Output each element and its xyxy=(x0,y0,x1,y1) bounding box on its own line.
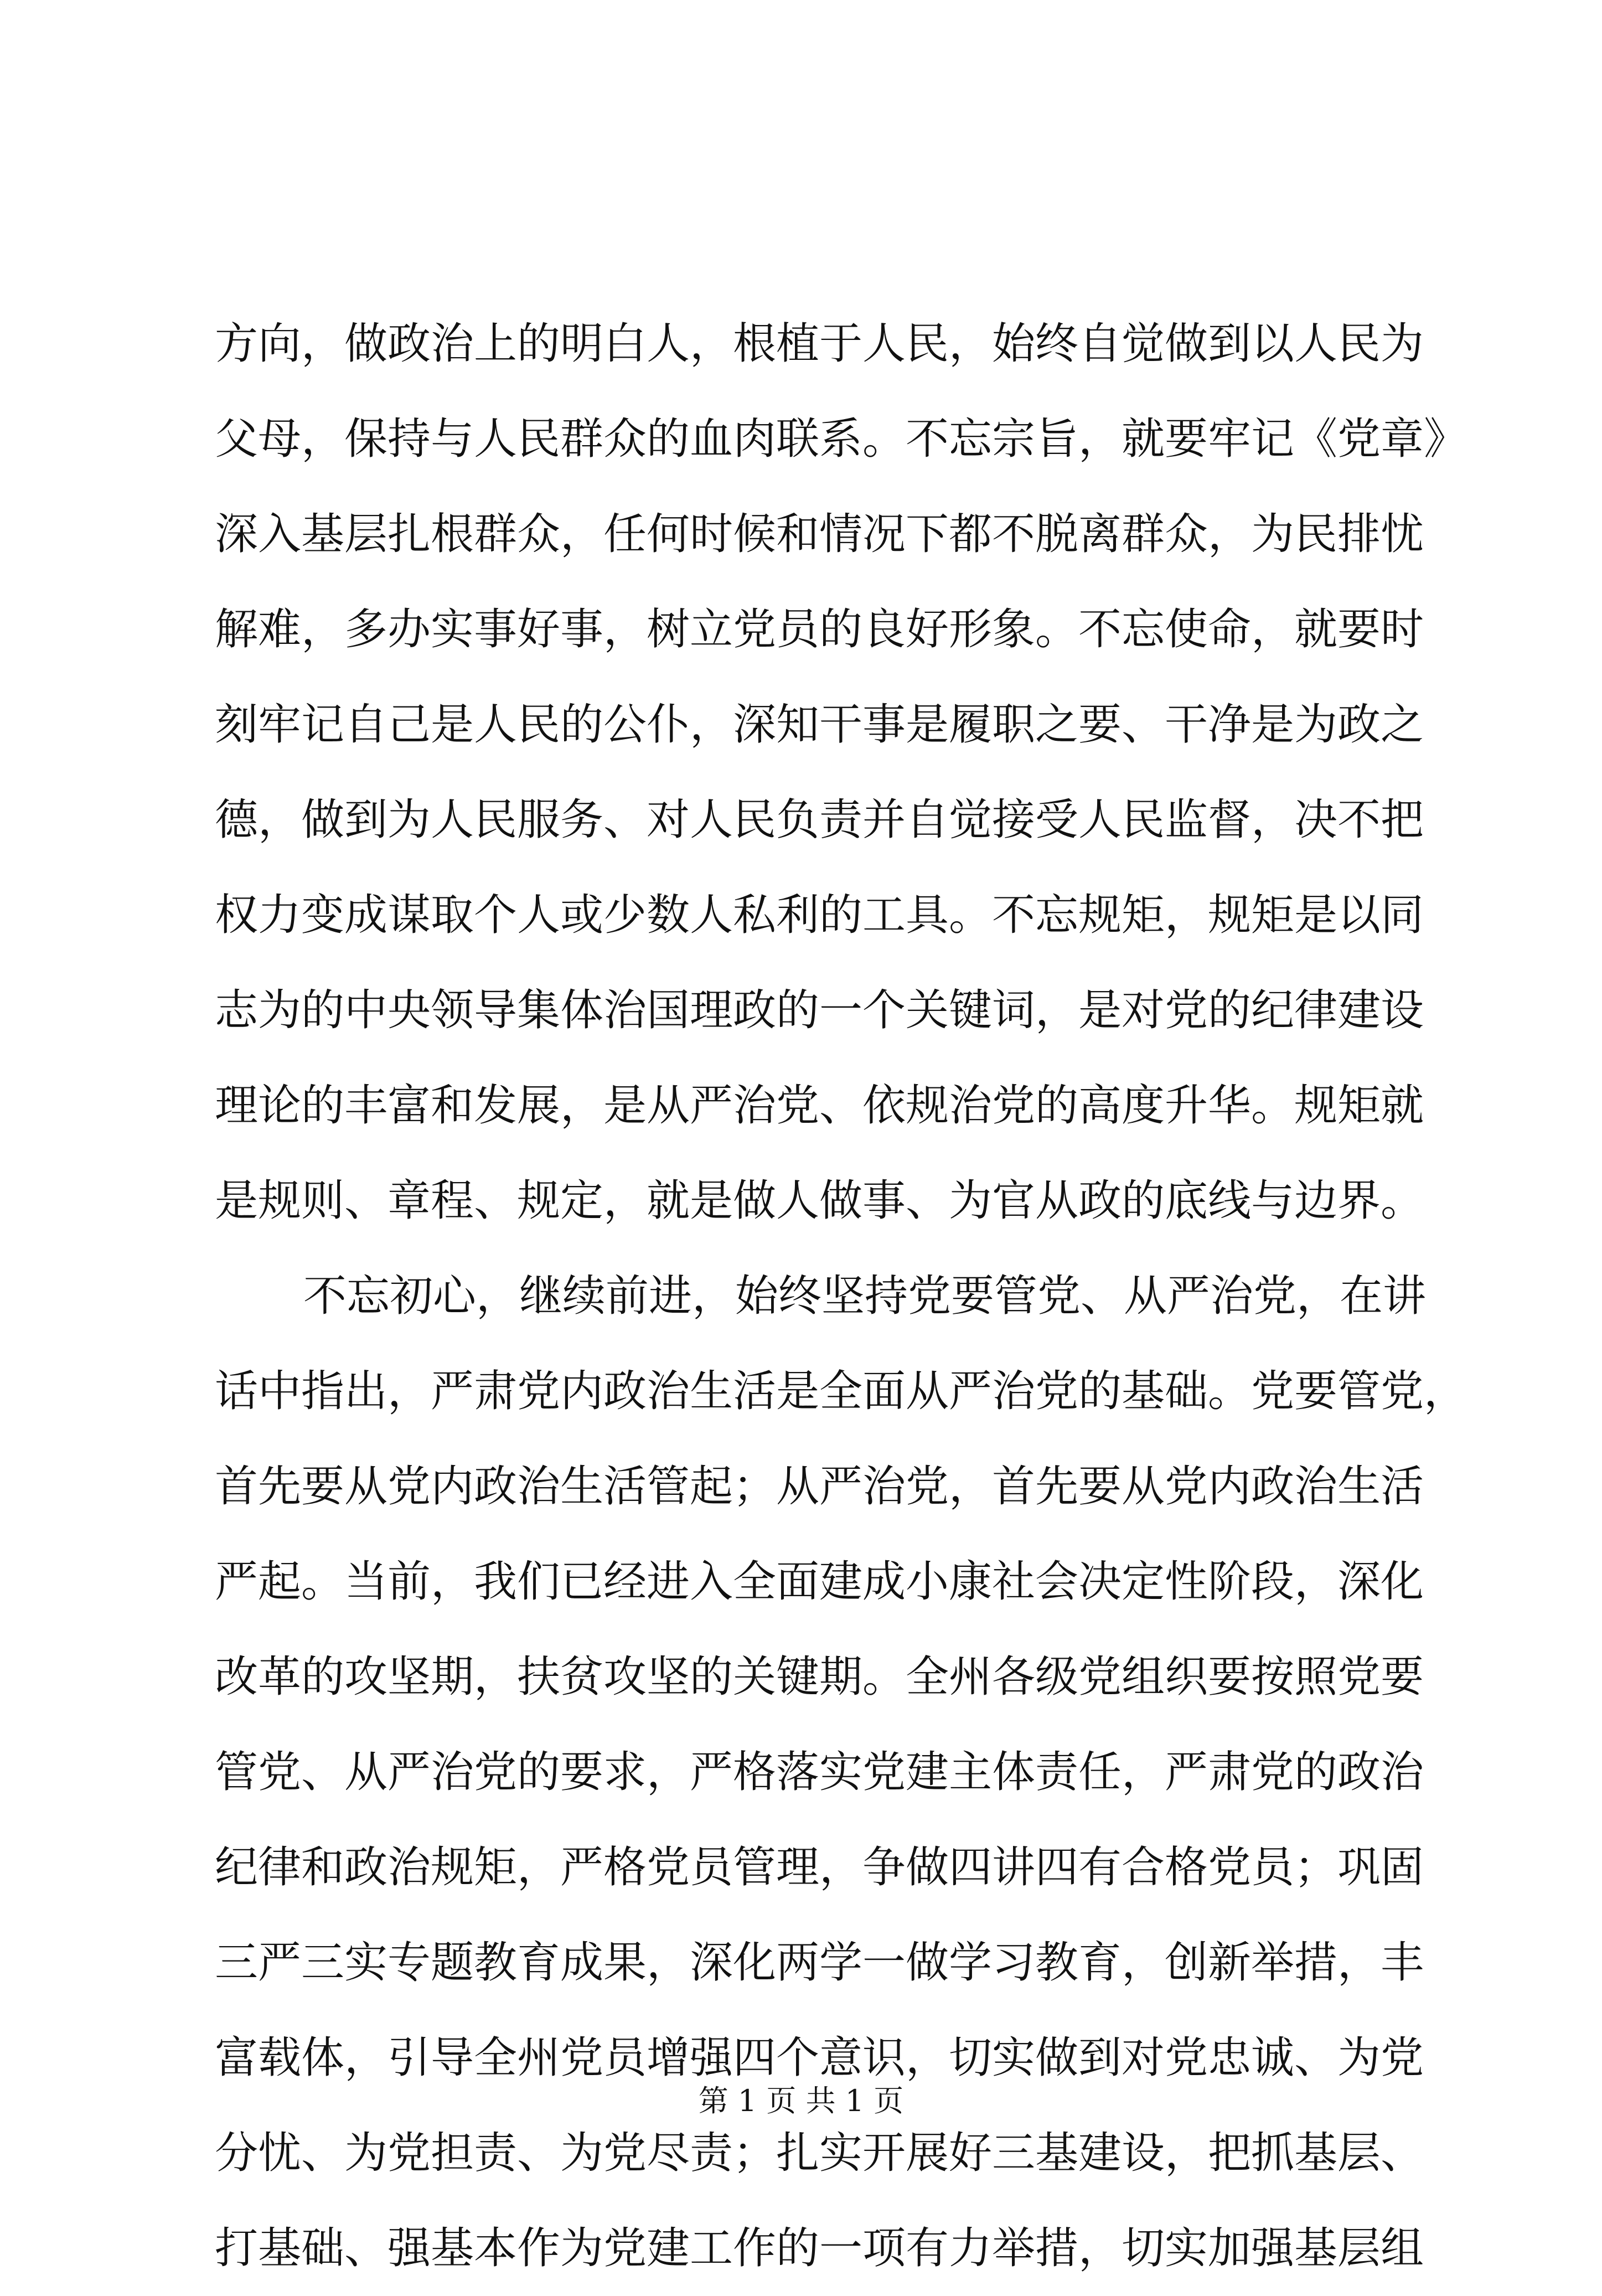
page-footer xyxy=(0,2082,1602,2120)
text-line: 话中指出，严肃党内政治生活是全面从严治党的基础。党要管党， xyxy=(215,1366,1467,1416)
text-line: 权力变成谋取个人或少数人私利的工具。不忘规矩，规矩是以同 xyxy=(215,890,1424,940)
text-line: 志为的中央领导集体治国理政的一个关键词，是对党的纪律建设 xyxy=(215,986,1424,1035)
text-line: 管党、从严治党的要求，严格落实党建主体责任，严肃党的政治 xyxy=(215,1747,1424,1797)
document-body xyxy=(215,296,1467,2296)
text-line: 三严三实专题教育成果，深化两学一做学习教育，创新举措，丰 xyxy=(215,1938,1424,1988)
text-line: 解难，多办实事好事，树立党员的良好形象。不忘使命，就要时 xyxy=(215,605,1424,654)
page-number-label: 第 1 页 共 1 页 xyxy=(698,2083,904,2118)
text-line: 深入基层扎根群众，任何时候和情况下都不脱离群众，为民排忧 xyxy=(215,509,1424,559)
paragraph-1 xyxy=(215,296,1467,1248)
text-line: 父母，保持与人民群众的血肉联系。不忘宗旨，就要牢记《党章》 xyxy=(215,414,1467,464)
text-line: 刻牢记自己是人民的公仆，深知干事是履职之要、干净是为政之 xyxy=(215,700,1424,750)
text-line: 是规则、章程、规定，就是做人做事、为官从政的底线与边界。 xyxy=(215,1176,1424,1226)
text-line: 不忘初心，继续前进，始终坚持党要管党、从严治党，在讲 xyxy=(303,1271,1427,1321)
text-line: 纪律和政治规矩，严格党员管理，争做四讲四有合格党员；巩固 xyxy=(215,1843,1424,1892)
paragraph-2 xyxy=(215,1248,1467,2296)
text-line: 分忧、为党担责、为党尽责；扎实开展好三基建设，把抓基层、 xyxy=(215,2128,1424,2178)
text-line: 改革的攻坚期，扶贫攻坚的关键期。全州各级党组织要按照党要 xyxy=(215,1652,1424,1702)
text-line: 富载体，引导全州党员增强四个意识，切实做到对党忠诚、为党 xyxy=(215,2033,1424,2083)
text-line: 首先要从党内政治生活管起；从严治党，首先要从党内政治生活 xyxy=(215,1462,1424,1511)
text-line: 方向，做政治上的明白人，根植于人民，始终自觉做到以人民为 xyxy=(215,319,1424,369)
text-line: 德，做到为人民服务、对人民负责并自觉接受人民监督，决不把 xyxy=(215,795,1424,845)
text-line: 严起。当前，我们已经进入全面建成小康社会决定性阶段，深化 xyxy=(215,1557,1424,1607)
text-line: 理论的丰富和发展，是从严治党、依规治党的高度升华。规矩就 xyxy=(215,1081,1424,1131)
text-line: 打基础、强基本作为党建工作的一项有力举措，切实加强基层组 xyxy=(215,2223,1424,2273)
